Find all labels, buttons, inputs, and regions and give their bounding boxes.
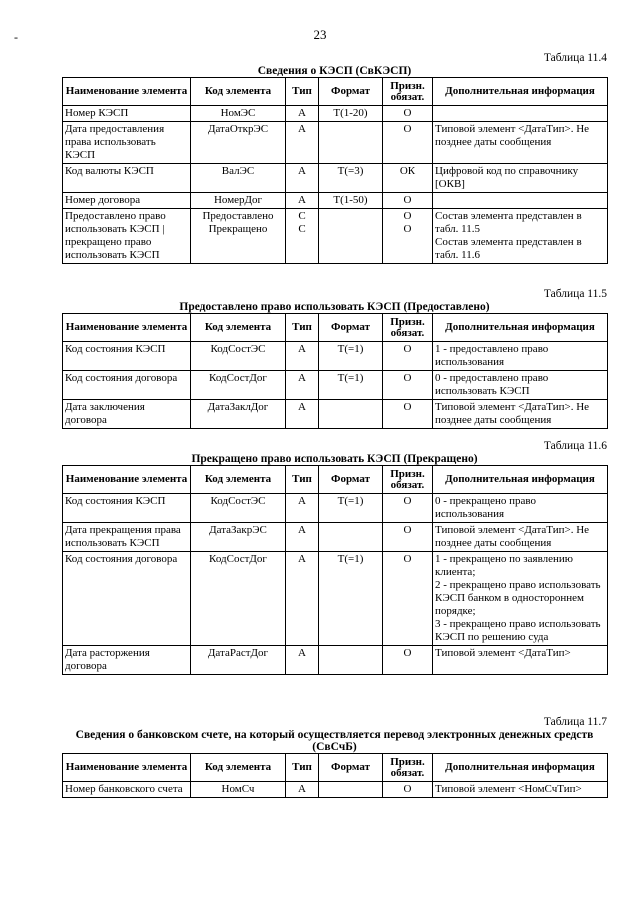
column-header: Формат xyxy=(319,466,383,494)
table-cell: ДатаЗаклДог xyxy=(191,400,286,429)
table-cell: Код валюты КЭСП xyxy=(63,164,191,193)
table-cell: А xyxy=(286,193,319,209)
table-label: Таблица 11.6 xyxy=(543,440,607,452)
header-row xyxy=(63,78,608,106)
column-header: Формат xyxy=(319,754,383,782)
data-table xyxy=(62,465,608,675)
table-cell xyxy=(433,193,608,209)
data-table xyxy=(62,753,608,798)
table-cell xyxy=(286,209,319,264)
table-cell xyxy=(319,782,383,798)
table-row xyxy=(63,164,608,193)
table-cell xyxy=(319,400,383,429)
table-cell: О xyxy=(383,342,433,371)
table-cell: А xyxy=(286,782,319,798)
table-cell: А xyxy=(286,106,319,122)
table-cell xyxy=(383,209,433,264)
cell-line: Состав элемента представлен в табл. 11.6 xyxy=(435,236,582,261)
table-cell: Код состояния КЭСП xyxy=(63,342,191,371)
table-cell: А xyxy=(286,400,319,429)
data-table xyxy=(62,77,608,264)
table-cell xyxy=(319,523,383,552)
table-cell: НомерДог xyxy=(191,193,286,209)
table-cell: Дата расторжения договора xyxy=(63,646,191,675)
table-cell: Номер КЭСП xyxy=(63,106,191,122)
table-cell: О xyxy=(383,782,433,798)
table-cell: О xyxy=(383,122,433,164)
cell-line: 2 - прекращено право использовать КЭСП банком в одностороннем порядке; xyxy=(435,579,601,617)
table-cell: Т(=1) xyxy=(319,342,383,371)
table-block-11-4 xyxy=(62,52,607,264)
column-header: Призн. обязат. xyxy=(383,314,433,342)
table-cell: Дата прекращения права использовать КЭСП xyxy=(63,523,191,552)
table-row xyxy=(63,122,608,164)
table-cell: ДатаРастДог xyxy=(191,646,286,675)
table-cell: ДатаОткрЭС xyxy=(191,122,286,164)
table-block-11-6 xyxy=(62,440,607,675)
table-cell: КодСостЭС xyxy=(191,342,286,371)
column-header: Код элемента xyxy=(191,78,286,106)
table-cell: ВалЭС xyxy=(191,164,286,193)
table-cell: Код состояния договора xyxy=(63,552,191,646)
table-title: Прекращено право использовать КЭСП (Прекращено) xyxy=(191,453,478,465)
table-cell xyxy=(433,209,608,264)
cell-line: О xyxy=(403,223,412,235)
table-cell: КодСостДог xyxy=(191,552,286,646)
table-row xyxy=(63,782,608,798)
column-header: Код элемента xyxy=(191,466,286,494)
table-cell: 0 - предоставлено право использовать КЭСП xyxy=(433,371,608,400)
table-row xyxy=(63,494,608,523)
table-row xyxy=(63,371,608,400)
table-cell: О xyxy=(383,646,433,675)
column-header: Наименование элемента xyxy=(63,78,191,106)
table-cell xyxy=(433,106,608,122)
table-cell: А xyxy=(286,122,319,164)
table-cell: О xyxy=(383,193,433,209)
table-cell: Предоставлено право использовать КЭСП | прекращено право использовать КЭСП xyxy=(63,209,191,264)
cell-line: Прекращено xyxy=(208,223,268,235)
table-cell: А xyxy=(286,371,319,400)
table-cell: Цифровой код по справочнику [ОКВ] xyxy=(433,164,608,193)
table-cell: Типовой элемент <НомСчТип> xyxy=(433,782,608,798)
column-header: Наименование элемента xyxy=(63,754,191,782)
table-cell: ДатаЗакрЭС xyxy=(191,523,286,552)
table-block-11-7 xyxy=(62,716,607,798)
table-cell: А xyxy=(286,552,319,646)
column-header: Призн. обязат. xyxy=(383,466,433,494)
header-row xyxy=(63,466,608,494)
column-header: Призн. обязат. xyxy=(383,78,433,106)
table-title: Сведения о КЭСП (СвКЭСП) xyxy=(257,65,412,77)
table-cell xyxy=(433,552,608,646)
table-label: Таблица 11.4 xyxy=(543,52,607,64)
table-cell: Т(=1) xyxy=(319,494,383,523)
table-cell: Дата предоставления права использовать КЭСП xyxy=(63,122,191,164)
column-header: Дополнительная информация xyxy=(433,466,608,494)
table-cell: Т(=1) xyxy=(319,371,383,400)
table-cell: НомСч xyxy=(191,782,286,798)
table-label: Таблица 11.7 xyxy=(543,716,607,728)
table-cell: Типовой элемент <ДатаТип>. Не позднее даты сообщения xyxy=(433,122,608,164)
column-header: Формат xyxy=(319,314,383,342)
table-cell: КодСостЭС xyxy=(191,494,286,523)
table-cell: О xyxy=(383,106,433,122)
column-header: Формат xyxy=(319,78,383,106)
column-header: Тип xyxy=(286,466,319,494)
table-row xyxy=(63,209,608,264)
table-cell: Т(=3) xyxy=(319,164,383,193)
table-row xyxy=(63,342,608,371)
table-label: Таблица 11.5 xyxy=(543,288,607,300)
table-row xyxy=(63,552,608,646)
table-cell: Т(1-50) xyxy=(319,193,383,209)
column-header: Дополнительная информация xyxy=(433,754,608,782)
table-cell: ОК xyxy=(383,164,433,193)
column-header: Код элемента xyxy=(191,314,286,342)
cell-line: С xyxy=(298,210,306,222)
cell-line: 3 - прекращено право использовать КЭСП по решению суда xyxy=(435,618,601,643)
cell-line: С xyxy=(298,223,306,235)
table-cell: Дата заключения договора xyxy=(63,400,191,429)
table-cell: Номер банковского счета xyxy=(63,782,191,798)
column-header: Тип xyxy=(286,314,319,342)
table-cell: Код состояния договора xyxy=(63,371,191,400)
table-cell: А xyxy=(286,646,319,675)
table-cell: Код состояния КЭСП xyxy=(63,494,191,523)
table-cell: О xyxy=(383,552,433,646)
table-row xyxy=(63,523,608,552)
table-cell: 0 - прекращено право использования xyxy=(433,494,608,523)
column-header: Тип xyxy=(286,78,319,106)
table-cell: КодСостДог xyxy=(191,371,286,400)
table-title: Предоставлено право использовать КЭСП (Предоставлено) xyxy=(179,301,490,313)
table-cell: Типовой элемент <ДатаТип> xyxy=(433,646,608,675)
table-cell: Т(1-20) xyxy=(319,106,383,122)
column-header: Наименование элемента xyxy=(63,466,191,494)
table-cell: Т(=1) xyxy=(319,552,383,646)
cell-line: 1 - прекращено по заявлению клиента; xyxy=(435,553,573,578)
table-row xyxy=(63,106,608,122)
table-cell: А xyxy=(286,494,319,523)
column-header: Дополнительная информация xyxy=(433,314,608,342)
cell-line: О xyxy=(403,210,412,222)
header-row xyxy=(63,754,608,782)
table-cell: А xyxy=(286,164,319,193)
table-cell: О xyxy=(383,523,433,552)
table-cell: Типовой элемент <ДатаТип>. Не позднее даты сообщения xyxy=(433,523,608,552)
table-cell: НомЭС xyxy=(191,106,286,122)
corner-mark: - xyxy=(14,30,18,44)
column-header: Тип xyxy=(286,754,319,782)
column-header: Дополнительная информация xyxy=(433,78,608,106)
table-block-11-5 xyxy=(62,288,607,429)
column-header: Код элемента xyxy=(191,754,286,782)
table-cell: Типовой элемент <ДатаТип>. Не позднее даты сообщения xyxy=(433,400,608,429)
page-number: 23 xyxy=(313,27,327,42)
table-cell xyxy=(319,122,383,164)
table-row xyxy=(63,400,608,429)
table-cell: О xyxy=(383,371,433,400)
column-header: Наименование элемента xyxy=(63,314,191,342)
cell-line: Состав элемента представлен в табл. 11.5 xyxy=(435,210,582,235)
column-header: Призн. обязат. xyxy=(383,754,433,782)
table-cell: А xyxy=(286,523,319,552)
table-cell xyxy=(191,209,286,264)
cell-line: Предоставлено xyxy=(202,210,274,222)
data-table xyxy=(62,313,608,429)
table-cell: А xyxy=(286,342,319,371)
table-cell: Номер договора xyxy=(63,193,191,209)
table-cell: О xyxy=(383,494,433,523)
table-cell xyxy=(319,646,383,675)
header-row xyxy=(63,314,608,342)
table-title: Сведения о банковском счете, на который осуществляется перевод электронных денежных средств (СвСчБ) xyxy=(75,729,594,753)
table-row xyxy=(63,193,608,209)
table-cell: О xyxy=(383,400,433,429)
table-row xyxy=(63,646,608,675)
table-cell: 1 - предоставлено право использования xyxy=(433,342,608,371)
table-cell xyxy=(319,209,383,264)
